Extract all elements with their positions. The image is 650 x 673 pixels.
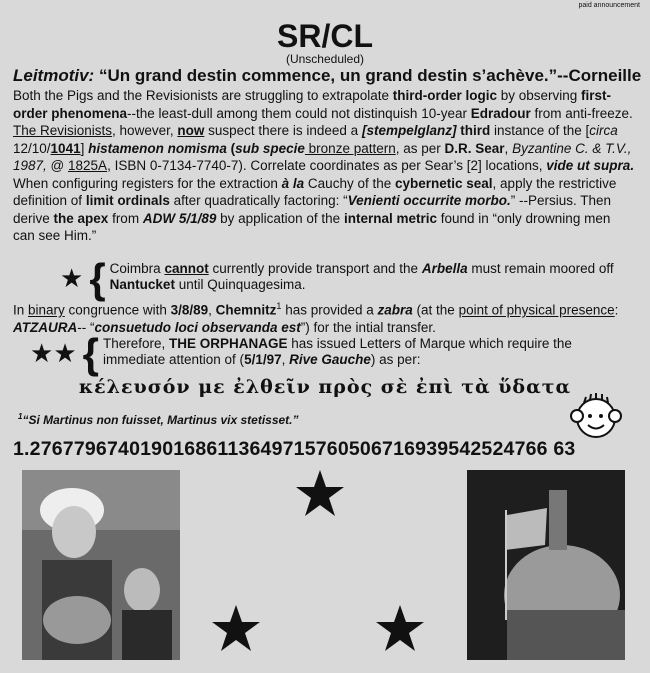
text-run: histamenon nomisma bbox=[88, 140, 227, 156]
text-run: , apply the restrictive definition of bbox=[13, 175, 617, 208]
subtitle: (Unscheduled) bbox=[285, 52, 365, 66]
leitmotiv-label: Leitmotiv: bbox=[13, 66, 95, 85]
text-run: third bbox=[456, 123, 491, 138]
text-run: When configuring registers for the extraction bbox=[13, 175, 282, 191]
text-run: from anti-freeze. bbox=[530, 105, 633, 121]
photo-woman-with-pot bbox=[22, 470, 180, 660]
text-run: ADW 5/1/89 bbox=[142, 210, 217, 226]
text-run: has provided a bbox=[281, 302, 378, 318]
text-run: D.R. Sear bbox=[444, 140, 505, 156]
text-run: the apex bbox=[53, 210, 109, 226]
footnote-mark: 1 bbox=[276, 301, 282, 311]
star-icon bbox=[376, 605, 424, 651]
text-run: , however, bbox=[112, 123, 178, 138]
text-run: -- “ bbox=[77, 320, 95, 335]
text-run: ] bbox=[80, 140, 89, 156]
text-run: , ISBN 0-7134-7740-7). Correlate coordinates as per Sear’s [2] locations, bbox=[107, 158, 547, 173]
text-run: Cauchy of the bbox=[304, 175, 395, 191]
text-run: Rive Gauche bbox=[289, 352, 371, 367]
text-run: --the least-dull among them could not distinquish 10-year bbox=[127, 105, 471, 121]
text-run: vide ut supra. bbox=[546, 158, 635, 173]
text-run: Arbella bbox=[421, 261, 468, 276]
dome-illustration bbox=[467, 470, 625, 660]
footnote-text: “Si Martinus non fuisset, Martinus vix stetisset.” bbox=[22, 413, 299, 427]
page-title: SR/CL bbox=[277, 18, 373, 54]
text-run: Coimbra bbox=[109, 261, 165, 276]
text-run: , as per bbox=[395, 140, 445, 156]
text-run: sub specie bbox=[235, 140, 305, 156]
paid-announcement-label: paid announcement bbox=[578, 2, 640, 9]
text-run: cybernetic seal bbox=[394, 175, 493, 191]
text-run: Byzantine C. & T.V., 1987, bbox=[13, 140, 632, 173]
big-number: 1.27677967401901686113649715760506716939542524766 63 bbox=[13, 438, 576, 460]
text-run: @ bbox=[46, 158, 69, 173]
text-run: , bbox=[504, 140, 513, 156]
leitmotiv-quote: “Un grand destin commence, un grand destin s’achève.”--Corneille bbox=[98, 66, 642, 85]
text-run: found in “only drowning men can see Him.” bbox=[13, 210, 611, 243]
text-run: 1825A bbox=[68, 158, 108, 173]
text-run: The Revisionists bbox=[13, 123, 113, 138]
text-run: : bbox=[614, 302, 619, 318]
text-run: Edradour bbox=[470, 105, 531, 121]
text-run: Venienti occurrite morbo. bbox=[347, 193, 511, 208]
text-run: Therefore, bbox=[102, 336, 170, 351]
note-text bbox=[110, 261, 630, 293]
text-run: à la bbox=[281, 175, 305, 191]
text-run: , bbox=[281, 352, 290, 367]
text-run: binary bbox=[28, 302, 65, 318]
text-run: bronze pattern bbox=[304, 140, 396, 156]
text-run: internal metric bbox=[343, 210, 437, 226]
text-run: instance of the [ bbox=[490, 123, 590, 138]
text-run: third-order logic bbox=[392, 88, 497, 103]
star-icon: ★ bbox=[30, 338, 54, 368]
woman-illustration bbox=[22, 470, 180, 660]
star-icon: ★ bbox=[60, 263, 84, 293]
double-star-note bbox=[20, 330, 623, 377]
greek-line: κέλευσόν με ἐλθεῖν πρὸς σὲ ἐπὶ τὰ ὕδατα bbox=[78, 376, 572, 398]
text-run: first-order phenomena bbox=[13, 88, 612, 121]
leitmotiv-line bbox=[13, 66, 641, 86]
smiley-face-icon bbox=[568, 390, 624, 442]
text-run: must remain moored off bbox=[467, 261, 614, 276]
text-run: after quadratically factoring: “ bbox=[169, 193, 348, 208]
text-run: suspect there is indeed a bbox=[204, 123, 362, 138]
text-run: currently provide transport and the bbox=[208, 261, 422, 276]
text-run: In bbox=[13, 302, 29, 318]
text-run: congruence with bbox=[64, 302, 171, 318]
footnote bbox=[18, 412, 299, 427]
text-run: 1041 bbox=[50, 140, 81, 156]
text-run: ”) for the intial transfer. bbox=[300, 320, 436, 335]
main-paragraph bbox=[13, 87, 635, 245]
text-run: 3/8/89 bbox=[170, 302, 209, 318]
star-icon: ★ bbox=[53, 338, 77, 368]
text-run: 5/1/97 bbox=[244, 352, 282, 367]
text-run: cannot bbox=[164, 261, 209, 276]
star-icon bbox=[296, 470, 344, 516]
text-run: by application of the bbox=[216, 210, 344, 226]
text-run: 12/10/ bbox=[13, 140, 51, 156]
text-run: Nantucket bbox=[109, 277, 175, 292]
text-run: consuetudo loci observanda est bbox=[94, 320, 301, 335]
text-run: limit ordinals bbox=[85, 193, 170, 208]
text-run: by observing bbox=[496, 88, 582, 103]
text-run: , bbox=[208, 302, 216, 318]
brace-icon: { bbox=[82, 330, 99, 377]
brace-icon: { bbox=[89, 255, 106, 302]
text-run: now bbox=[177, 123, 205, 138]
text-run: ( bbox=[226, 140, 236, 156]
binary-paragraph bbox=[13, 298, 635, 337]
text-run: zabra bbox=[377, 302, 413, 318]
single-star-note bbox=[20, 255, 630, 302]
text-run: ) as per: bbox=[370, 352, 421, 367]
text-run: point of physical presence bbox=[458, 302, 615, 318]
photo-dome-with-flag bbox=[467, 470, 625, 660]
text-run: ” --Persius. Then derive bbox=[13, 193, 611, 226]
text-run: ATZAURA bbox=[13, 320, 78, 335]
text-run: circa bbox=[589, 123, 618, 138]
text-run: THE ORPHANAGE bbox=[169, 336, 288, 351]
note-text bbox=[103, 336, 623, 368]
text-run: Chemnitz bbox=[215, 302, 277, 318]
text-run: [stempelglanz] bbox=[361, 123, 457, 138]
text-run: has issued Letters of Marque which require the immediate attention of ( bbox=[102, 336, 572, 367]
star-icon bbox=[212, 605, 260, 651]
text-run: until Quinquagesima. bbox=[174, 277, 306, 292]
footnote-mark: 1 bbox=[18, 412, 23, 421]
text-run: from bbox=[108, 210, 143, 226]
text-run: Both the Pigs and the Revisionists are struggling to extrapolate bbox=[13, 88, 393, 103]
text-run: (at the bbox=[412, 302, 459, 318]
